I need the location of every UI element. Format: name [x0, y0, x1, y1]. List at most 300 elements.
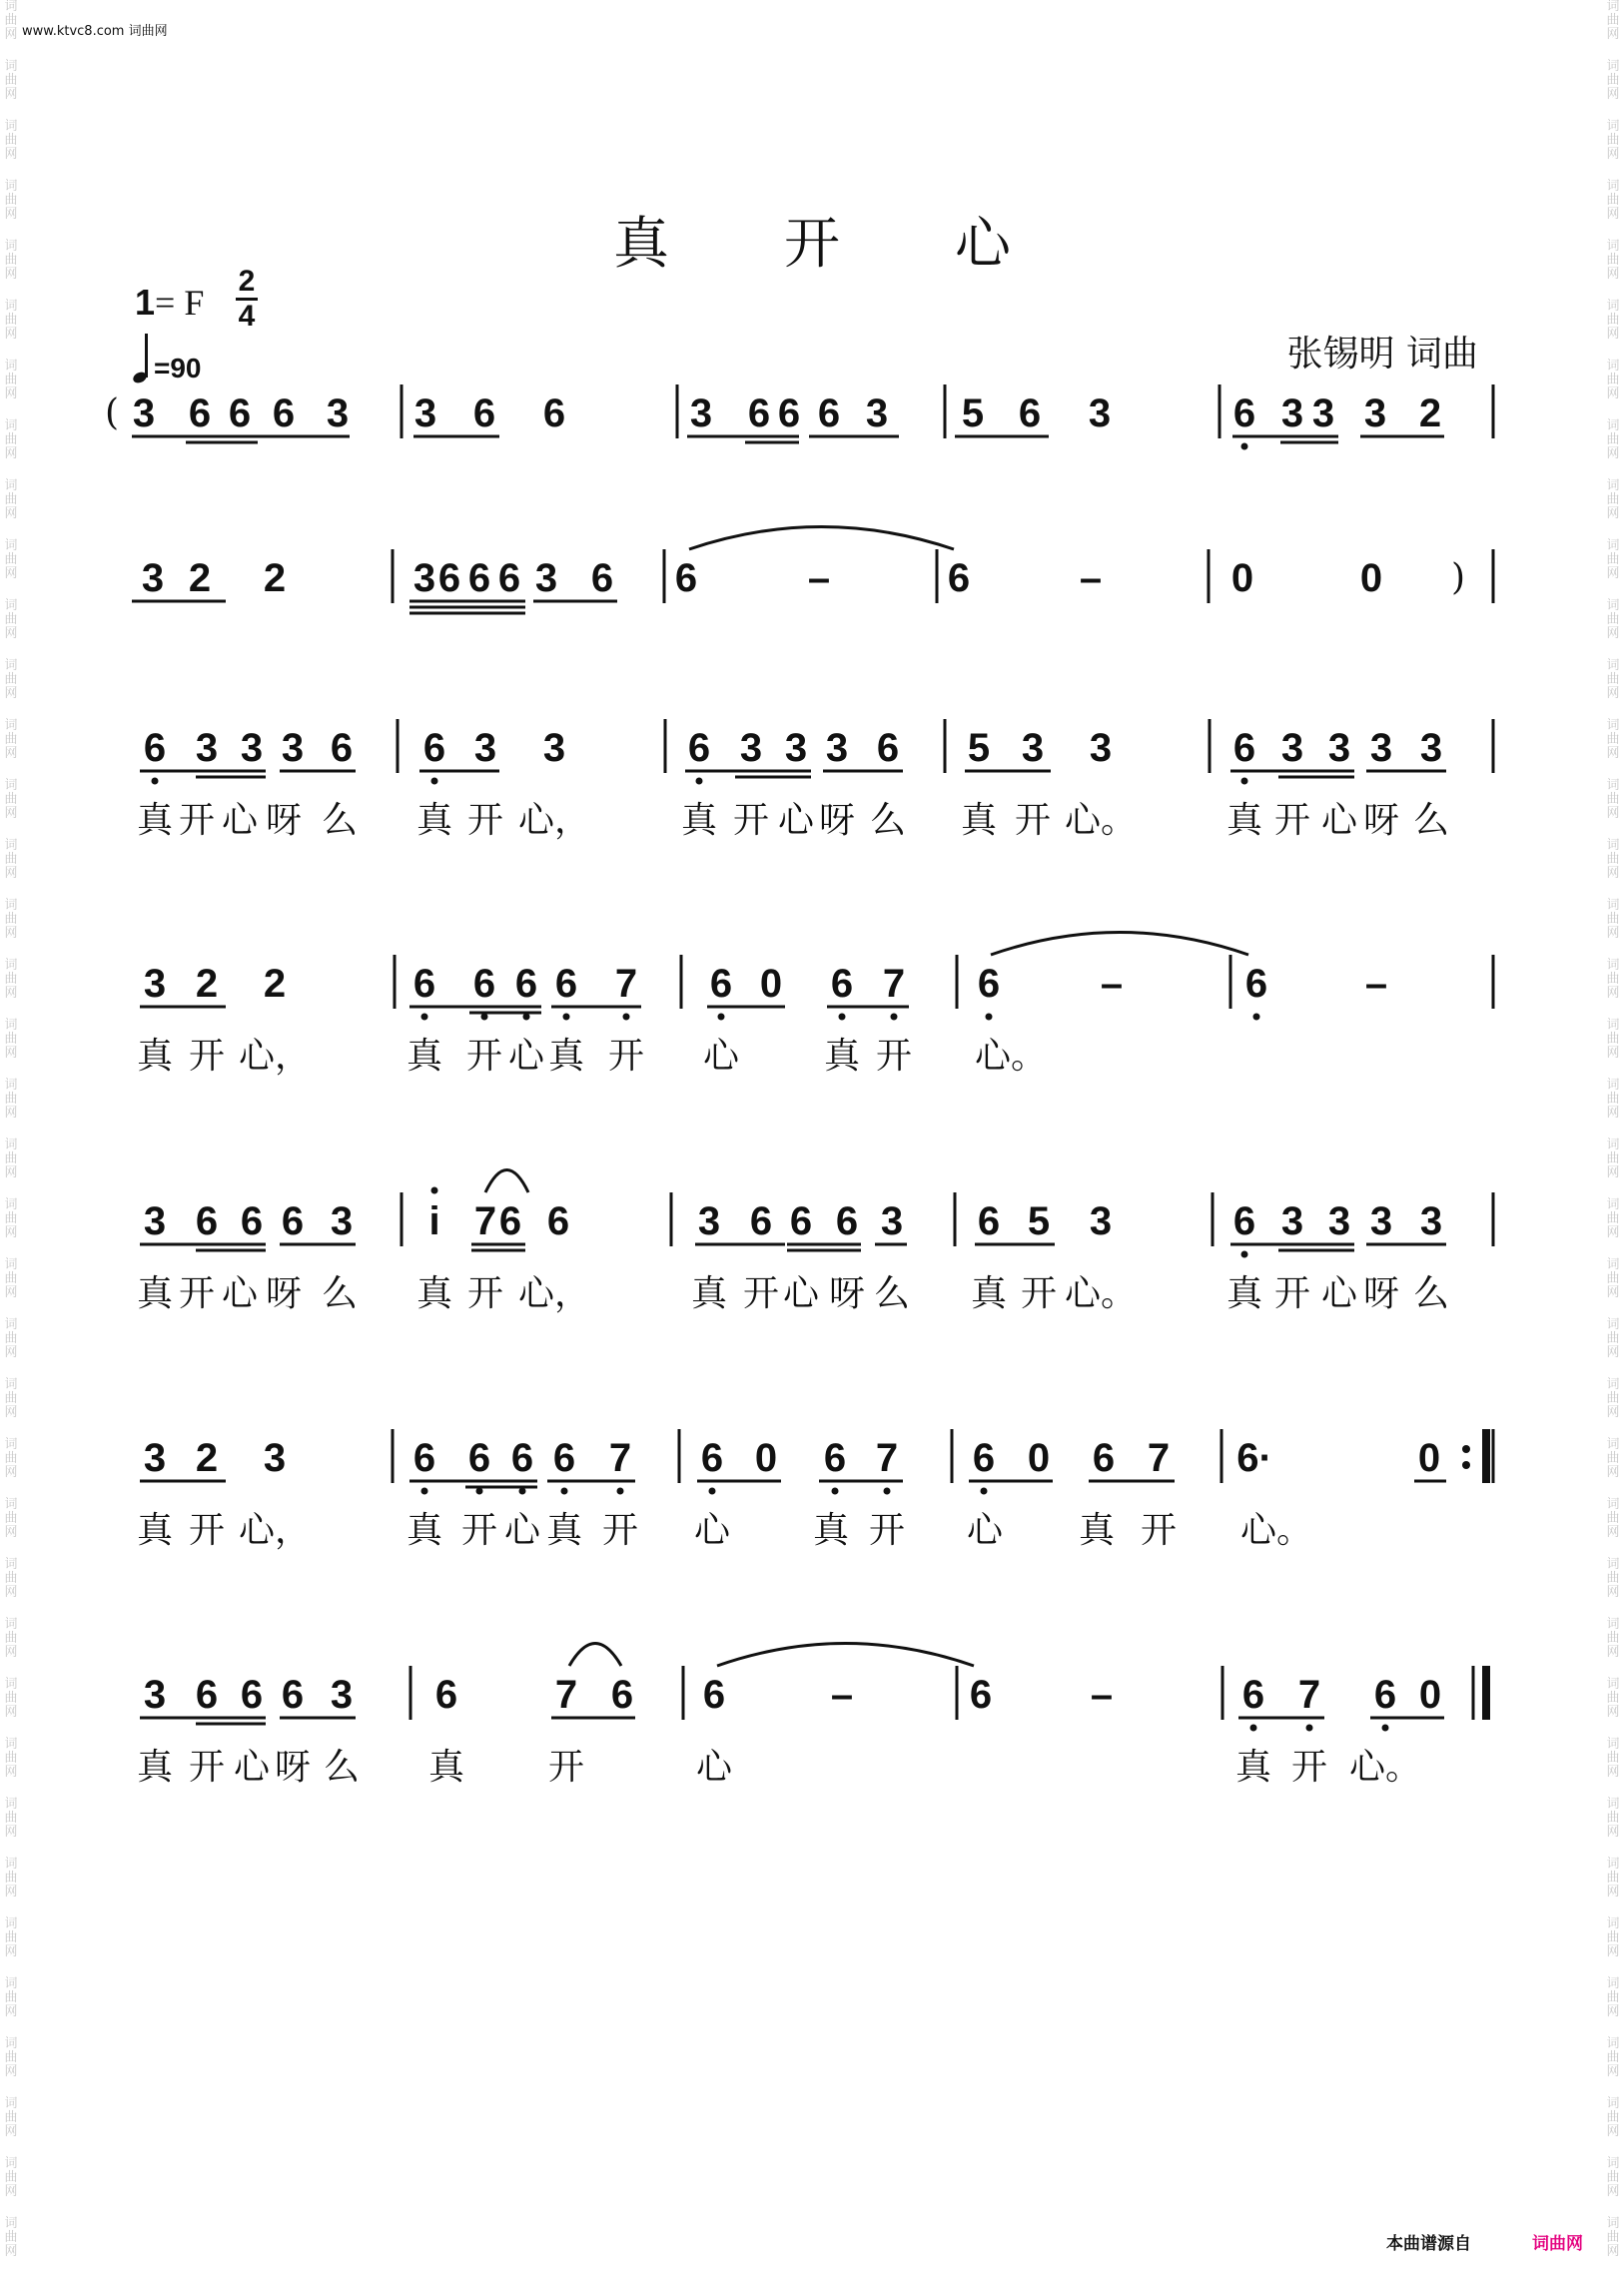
lyric-char: 心 — [702, 1036, 740, 1077]
lyric-char: 心 — [221, 800, 259, 841]
lyric-char: 开 — [465, 1036, 503, 1077]
note: 6 — [554, 962, 578, 1006]
lyric-char: 心 — [966, 1510, 1004, 1551]
note: 6 — [789, 1199, 813, 1243]
note: 3 — [240, 726, 264, 770]
site-url: www.ktvc8.com 词曲网 — [22, 24, 168, 39]
watermark-mark: 词 曲 网 — [1606, 1857, 1620, 1900]
watermark-mark: 词 曲 网 — [4, 898, 18, 941]
watermark-mark: 词 曲 网 — [1606, 1617, 1620, 1660]
note: 3 — [1021, 726, 1045, 770]
lyric-char: 开 — [466, 1273, 504, 1314]
watermark-mark: 词 曲 网 — [1606, 1437, 1620, 1480]
note: 6 — [1244, 962, 1268, 1006]
lyric-char: 真 — [812, 1510, 850, 1551]
footer-brand: 词曲网 — [1532, 2234, 1583, 2254]
note: 6 — [412, 962, 436, 1006]
note: 6· — [1236, 1436, 1272, 1480]
watermark-mark: 词 曲 网 — [1606, 2096, 1620, 2139]
note: 3 — [689, 391, 713, 435]
lyric-char: 呀 — [1362, 1273, 1400, 1314]
note: 6 — [240, 1199, 264, 1243]
note: 6 — [195, 1673, 219, 1717]
lyric-char: 呀 — [818, 800, 856, 841]
repeat-dot — [1462, 1461, 1470, 1469]
low-octave-dot — [519, 1488, 526, 1495]
note: 6 — [272, 391, 296, 435]
lyric-char: 呀 — [265, 800, 303, 841]
watermark-mark: 词 曲 网 — [4, 418, 18, 461]
watermark-mark: 词 曲 网 — [4, 1257, 18, 1300]
watermark-mark: 词 曲 网 — [1606, 2156, 1620, 2199]
lyric-char: 真 — [136, 1747, 174, 1788]
note: 6 — [467, 1436, 491, 1480]
lyric-char: 真 — [547, 1036, 585, 1077]
lyric-char: 真 — [970, 1273, 1008, 1314]
note: 3 — [132, 391, 156, 435]
lyric-char: 么 — [869, 800, 907, 841]
note: 6 — [830, 962, 854, 1006]
low-octave-dot — [421, 1014, 428, 1021]
lyric-char: 心， — [517, 800, 591, 841]
lyric-char: 心， — [238, 1510, 312, 1551]
note: 6 — [674, 556, 698, 600]
lyric-char: 呀 — [274, 1747, 312, 1788]
low-octave-dot — [1253, 1014, 1260, 1021]
note: 7 — [1147, 1436, 1171, 1480]
lyric-char: 开 — [1290, 1747, 1328, 1788]
lyric-char: 真 — [406, 1510, 443, 1551]
note: 3 — [330, 1673, 354, 1717]
lyric-char: 开 — [178, 1273, 216, 1314]
low-octave-dot — [623, 1014, 630, 1021]
lyric-char: 开 — [1273, 800, 1311, 841]
watermark-mark: 词 曲 网 — [1606, 1916, 1620, 1959]
note: 6 — [835, 1199, 859, 1243]
lyric-char: 心， — [238, 1036, 312, 1077]
note: 6 — [1018, 391, 1042, 435]
composer-credit: 张锡明 词曲 — [1286, 334, 1478, 375]
footer-source: 本曲谱源自 — [1386, 2234, 1471, 2254]
note: 6 — [552, 1436, 576, 1480]
lyric-char: 真 — [136, 800, 174, 841]
slur-tie — [485, 1170, 528, 1193]
note: 7 — [1297, 1673, 1321, 1717]
lyric-char: 么 — [323, 1747, 361, 1788]
watermark-mark: 词 曲 网 — [4, 718, 18, 761]
note: 6 — [1092, 1436, 1116, 1480]
note: 7 — [882, 962, 906, 1006]
note: 7 — [614, 962, 638, 1006]
watermark-mark: 词 曲 网 — [4, 1557, 18, 1600]
note: 5 — [967, 726, 991, 770]
note: 6 — [188, 391, 212, 435]
note: 6 — [510, 1436, 534, 1480]
watermark-mark: 词 曲 网 — [4, 1018, 18, 1061]
lyric-char: 开 — [732, 800, 770, 841]
note: 3 — [1311, 391, 1335, 435]
low-octave-dot — [523, 1014, 530, 1021]
note: 3 — [1419, 726, 1443, 770]
lyric-char: 心 — [503, 1510, 541, 1551]
lyric-char: 真 — [545, 1510, 583, 1551]
watermark-mark: 词 曲 网 — [4, 538, 18, 581]
note: 3 — [880, 1199, 904, 1243]
low-octave-dot — [1250, 1725, 1257, 1732]
watermark-mark: 词 曲 网 — [4, 598, 18, 641]
watermark-mark: 词 曲 网 — [1606, 778, 1620, 821]
lyric-char: 真 — [136, 1510, 174, 1551]
note: 6 — [542, 391, 566, 435]
lyric-char: 真 — [1078, 1510, 1116, 1551]
note: 3 — [1369, 1199, 1393, 1243]
watermark-mark: 词 曲 网 — [1606, 1976, 1620, 2019]
low-octave-dot — [1241, 443, 1248, 450]
note: 6 — [823, 1436, 847, 1480]
watermark-mark: 词 曲 网 — [4, 1916, 18, 1959]
lyric-char: 真 — [690, 1273, 728, 1314]
lyric-char: 真 — [136, 1036, 174, 1077]
watermark-mark: 词 曲 网 — [4, 119, 18, 162]
note: 3 — [1089, 726, 1113, 770]
watermark-mark: 词 曲 网 — [1606, 538, 1620, 581]
lyric-char: 真 — [1234, 1747, 1272, 1788]
watermark-mark: 词 曲 网 — [1606, 1557, 1620, 1600]
note: 3 — [1327, 726, 1351, 770]
lyric-char: 呀 — [828, 1273, 866, 1314]
dash-extension: – — [807, 556, 831, 600]
note: 3 — [1419, 1199, 1443, 1243]
lyric-char: 开 — [547, 1747, 585, 1788]
watermark-mark: 词 曲 网 — [1606, 1377, 1620, 1420]
low-octave-dot — [431, 778, 438, 785]
note: 6 — [977, 1199, 1001, 1243]
lyric-char: 真 — [136, 1273, 174, 1314]
note: 6 — [546, 1199, 570, 1243]
note: 6 — [947, 556, 971, 600]
note: 3 — [473, 726, 497, 770]
low-octave-dot — [1241, 1251, 1248, 1258]
lyric-char: 开 — [742, 1273, 780, 1314]
low-octave-dot — [891, 1014, 898, 1021]
slur-tie — [991, 933, 1248, 956]
lyric-char: 么 — [873, 1273, 911, 1314]
note: 7 — [875, 1436, 899, 1480]
note: 6 — [240, 1673, 264, 1717]
lyric-char: 心， — [517, 1273, 591, 1314]
watermark-mark: 词 曲 网 — [4, 1437, 18, 1480]
watermark-mark: 词 曲 网 — [1606, 1138, 1620, 1180]
lyric-char: 开 — [188, 1510, 226, 1551]
lyric-char: 真 — [823, 1036, 861, 1077]
note: 0 — [1027, 1436, 1051, 1480]
note: 6 — [777, 391, 801, 435]
lyric-char: 心。 — [1064, 800, 1138, 841]
note: 6 — [422, 726, 446, 770]
watermark-mark: 词 曲 网 — [4, 2156, 18, 2199]
note: 6 — [498, 1199, 522, 1243]
note: 2 — [263, 962, 287, 1006]
note: 6 — [1232, 726, 1256, 770]
dash-extension: – — [1100, 962, 1124, 1006]
lyric-char: 么 — [1412, 800, 1450, 841]
note: 6 — [330, 726, 354, 770]
watermark-mark: 词 曲 网 — [1606, 598, 1620, 641]
watermark-mark: 词 曲 网 — [4, 1617, 18, 1660]
note: 5 — [1027, 1199, 1051, 1243]
lyric-char: 心。 — [1348, 1747, 1422, 1788]
repeat-dot — [1462, 1445, 1470, 1453]
lyric-char: 开 — [460, 1510, 498, 1551]
watermark-mark: 词 曲 网 — [1606, 418, 1620, 461]
note: 6 — [590, 556, 614, 600]
note: 3 — [330, 1199, 354, 1243]
note: 6 — [1373, 1673, 1397, 1717]
song-title: 真开心 — [613, 212, 1126, 277]
watermark-mark: 词 曲 网 — [1606, 898, 1620, 941]
low-octave-dot — [152, 778, 159, 785]
watermark-mark: 词 曲 网 — [4, 1497, 18, 1540]
paren: ( — [104, 392, 120, 433]
slur-tie — [689, 527, 954, 550]
lyric-char: 开 — [178, 800, 216, 841]
note: 5 — [961, 391, 985, 435]
note: 6 — [412, 1436, 436, 1480]
lyric-char: 呀 — [1362, 800, 1400, 841]
watermark-mark: 词 曲 网 — [4, 778, 18, 821]
note: 3 — [413, 391, 437, 435]
low-octave-dot — [981, 1488, 988, 1495]
low-octave-dot — [832, 1488, 839, 1495]
lyric-char: 真 — [1225, 800, 1263, 841]
low-octave-dot — [1241, 778, 1248, 785]
watermark-mark: 词 曲 网 — [1606, 1497, 1620, 1540]
watermark-mark: 词 曲 网 — [4, 958, 18, 1001]
lyric-char: 心 — [1320, 800, 1358, 841]
watermark-mark: 词 曲 网 — [4, 2216, 18, 2259]
note: 3 — [1088, 391, 1112, 435]
watermark-mark: 词 曲 网 — [1606, 658, 1620, 701]
note: 3 — [739, 726, 763, 770]
note: 2 — [188, 556, 212, 600]
low-octave-dot — [839, 1014, 846, 1021]
watermark-mark: 词 曲 网 — [1606, 958, 1620, 1001]
lyric-char: 心 — [1320, 1273, 1358, 1314]
note: 6 — [1232, 391, 1256, 435]
note: 6 — [434, 1673, 458, 1717]
note: 6 — [437, 556, 461, 600]
dash-extension: – — [1079, 556, 1103, 600]
note: 0 — [754, 1436, 778, 1480]
note: 3 — [1369, 726, 1393, 770]
low-octave-dot — [617, 1488, 624, 1495]
note: 2 — [1418, 391, 1442, 435]
watermark-mark: 词 曲 网 — [4, 1737, 18, 1780]
watermark-mark: 词 曲 网 — [1606, 359, 1620, 401]
dash-extension: – — [1364, 962, 1388, 1006]
low-octave-dot — [709, 1488, 716, 1495]
watermark-mark: 词 曲 网 — [1606, 838, 1620, 881]
note: 6 — [472, 391, 496, 435]
note: 6 — [143, 726, 167, 770]
time-denominator: 4 — [238, 300, 256, 333]
note: 3 — [1363, 391, 1387, 435]
note: 6 — [281, 1199, 305, 1243]
slur-tie — [569, 1644, 621, 1667]
watermark-mark: 词 曲 网 — [4, 2036, 18, 2079]
low-octave-dot — [696, 778, 703, 785]
note: 6 — [1241, 1673, 1265, 1717]
watermark-mark: 词 曲 网 — [4, 1377, 18, 1420]
paren: ) — [1450, 557, 1466, 598]
note: 6 — [972, 1436, 996, 1480]
lyric-char: 开 — [875, 1036, 913, 1077]
tempo-value: =90 — [154, 353, 202, 383]
note: 3 — [195, 726, 219, 770]
note: 0 — [1418, 1673, 1442, 1717]
watermark-mark: 词 曲 网 — [4, 658, 18, 701]
note: 7 — [473, 1199, 497, 1243]
watermark-mark: 词 曲 网 — [1606, 1797, 1620, 1840]
dash-extension: – — [1090, 1673, 1114, 1717]
lyric-char: 开 — [1273, 1273, 1311, 1314]
slur-tie — [717, 1644, 974, 1667]
note: 3 — [1280, 1199, 1304, 1243]
low-octave-dot — [421, 1488, 428, 1495]
note: 3 — [143, 1199, 167, 1243]
note: 6 — [467, 556, 491, 600]
note-1-high: i — [428, 1199, 440, 1243]
note: 3 — [143, 962, 167, 1006]
low-octave-dot — [718, 1014, 725, 1021]
watermark-mark: 词 曲 网 — [1606, 1677, 1620, 1720]
note: 0 — [1417, 1436, 1441, 1480]
note: 6 — [969, 1673, 993, 1717]
watermark-mark: 词 曲 网 — [4, 1976, 18, 2019]
lyric-char: 真 — [680, 800, 718, 841]
note: 6 — [195, 1199, 219, 1243]
watermark-mark: 词 曲 网 — [4, 0, 18, 42]
watermark-mark: 词 曲 网 — [1606, 239, 1620, 282]
lyric-char: 开 — [868, 1510, 906, 1551]
note: 6 — [610, 1673, 634, 1717]
note: 6 — [228, 391, 252, 435]
watermark-mark: 词 曲 网 — [1606, 1018, 1620, 1061]
lyric-char: 心。 — [1064, 1273, 1138, 1314]
note: 3 — [281, 726, 305, 770]
note: 3 — [1327, 1199, 1351, 1243]
lyric-char: 呀 — [265, 1273, 303, 1314]
note: 6 — [702, 1673, 726, 1717]
watermark-mark: 词 曲 网 — [4, 1797, 18, 1840]
watermark-mark: 词 曲 网 — [4, 838, 18, 881]
watermark-mark: 词 曲 网 — [4, 59, 18, 102]
lyric-char: 么 — [1412, 1273, 1450, 1314]
lyric-char: 心 — [695, 1747, 733, 1788]
note: 6 — [817, 391, 841, 435]
watermark-mark: 词 曲 网 — [4, 1317, 18, 1360]
note: 6 — [876, 726, 900, 770]
watermark-mark: 词 曲 网 — [1606, 1197, 1620, 1240]
key-one: 1 — [135, 282, 156, 323]
low-octave-dot — [884, 1488, 891, 1495]
lyric-char: 真 — [1225, 1273, 1263, 1314]
lyric-char: 真 — [427, 1747, 465, 1788]
note: 6 — [700, 1436, 724, 1480]
watermark-mark: 词 曲 网 — [1606, 179, 1620, 222]
note: 6 — [709, 962, 733, 1006]
lyric-char: 心。 — [974, 1036, 1048, 1077]
note: 3 — [1280, 391, 1304, 435]
high-octave-dot — [431, 1187, 438, 1194]
watermark-mark: 词 曲 网 — [4, 299, 18, 342]
note: 3 — [263, 1436, 287, 1480]
watermark-mark: 词 曲 网 — [1606, 2216, 1620, 2259]
note: 6 — [687, 726, 711, 770]
watermark-mark: 词 曲 网 — [1606, 1257, 1620, 1300]
lyric-char: 么 — [321, 800, 359, 841]
low-octave-dot — [1382, 1725, 1389, 1732]
note: 3 — [534, 556, 558, 600]
watermark-mark: 词 曲 网 — [1606, 1737, 1620, 1780]
note: 6 — [281, 1673, 305, 1717]
note: 3 — [542, 726, 566, 770]
watermark-mark: 词 曲 网 — [4, 1078, 18, 1121]
watermark-mark: 词 曲 网 — [4, 1677, 18, 1720]
lyric-char: 心 — [693, 1510, 731, 1551]
note: 0 — [759, 962, 783, 1006]
note: 3 — [141, 556, 165, 600]
lyric-char: 心 — [507, 1036, 545, 1077]
note: 7 — [608, 1436, 632, 1480]
lyric-char: 心。 — [1239, 1510, 1313, 1551]
note: 3 — [143, 1673, 167, 1717]
lyric-char: 心 — [782, 1273, 820, 1314]
note: 6 — [1232, 1199, 1256, 1243]
lyric-char: 真 — [415, 1273, 453, 1314]
note: 0 — [1359, 556, 1383, 600]
watermark-mark: 词 曲 网 — [4, 239, 18, 282]
lyric-char: 开 — [188, 1036, 226, 1077]
note: 3 — [825, 726, 849, 770]
lyric-char: 么 — [321, 1273, 359, 1314]
note: 3 — [784, 726, 808, 770]
lyric-char: 心 — [777, 800, 815, 841]
watermark-mark: 词 曲 网 — [1606, 1317, 1620, 1360]
low-octave-dot — [1306, 1725, 1313, 1732]
note: 3 — [697, 1199, 721, 1243]
watermark-mark: 词 曲 网 — [1606, 59, 1620, 102]
note: 3 — [326, 391, 350, 435]
watermark-mark: 词 曲 网 — [1606, 718, 1620, 761]
key-rest: = F — [155, 283, 205, 323]
lyric-char: 开 — [188, 1747, 226, 1788]
note: 2 — [195, 1436, 219, 1480]
note: 6 — [749, 1199, 773, 1243]
note: 3 — [1280, 726, 1304, 770]
dash-extension: – — [830, 1673, 854, 1717]
low-octave-dot — [476, 1488, 483, 1495]
note: 7 — [554, 1673, 578, 1717]
time-numerator: 2 — [238, 265, 256, 298]
watermark-mark: 词 曲 网 — [4, 478, 18, 521]
note: 6 — [472, 962, 496, 1006]
watermark-mark: 词 曲 网 — [4, 1857, 18, 1900]
low-octave-dot — [563, 1014, 570, 1021]
lyric-char: 开 — [1020, 1273, 1058, 1314]
lyric-char: 心 — [221, 1273, 259, 1314]
watermark-mark: 词 曲 网 — [1606, 119, 1620, 162]
